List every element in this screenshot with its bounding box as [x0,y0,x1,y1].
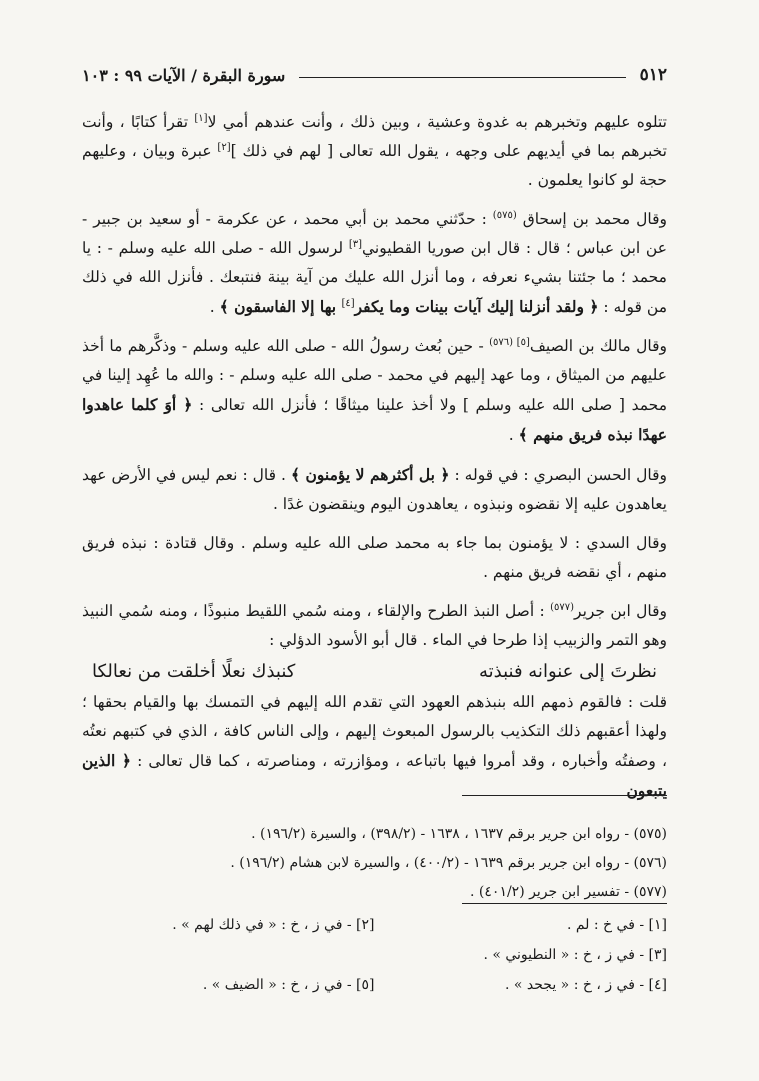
quran-quote: ﴿ الذين يتبعون [82,751,667,800]
text: تقرأ كتابًا ، وأنت تخبرهم بما في أيديهم على وجهه ، يقول الله تعالى [ لهم في ذلك ] [82,113,667,160]
paragraph-5 [82,529,667,587]
note-item: [١] - في خ : لم . [566,917,667,933]
page-number: ٥١٢ [639,65,667,85]
text: . قال : نعم ليس في الأرض عهد يعاهدون عليه إلا نقضوه ونبذوه ، يعاهدون اليوم وينقضون غدًا . [82,466,667,513]
note-ref: [٤] [341,297,355,309]
text: . [508,426,519,444]
text: وقال السدي : لا يؤمنون بما جاء به محمد صلى الله عليه وسلم . وقال قتادة : نبذه فريق منهم ، أي نقضه فريق منهم . [82,534,667,581]
footnote-item: (٥٧٦) - رواه ابن جرير برقم ١٦٣٩ - (٤٠٠/٢) ، والسيرة لابن هشام (١٩٦/٢) . [230,855,667,871]
page-header [82,60,667,90]
paragraph-6 [82,597,667,655]
footnote-ref: (٥٧٧) [550,601,575,613]
running-title: سورة البقرة / الآيات ٩٩ : ١٠٣ [82,65,286,85]
header-rule [299,77,625,78]
verse-first-hemistich: نظرتَ إلى عنوانه فنبذته [478,661,657,682]
poetry-verse [92,661,657,682]
text: : أصل النبذ الطرح والإلقاء ، ومنه سُمي اللقيط منبوذًا ، ومنه سُمي النبيذ وهو التمر والزبيب إذا طرحا في الماء . قال أبو الأسود الدؤلي : [82,602,667,649]
note-item: [٢] - في ز ، خ : « في ذلك لهم » . [172,917,375,933]
notes-divider [462,903,667,904]
footnote-divider [462,795,667,796]
paragraph-3 [82,332,667,450]
note-item: [٤] - في ز ، خ : « يجحد » . [505,977,667,993]
manuscript-notes [82,912,667,998]
text: وقال ابن جرير [574,602,668,620]
paragraph-2 [82,205,667,322]
footnote-item: (٥٧٧) - تفسير ابن جرير (٤٠١/٢) . [470,884,667,900]
note-item [82,942,375,968]
paragraph-1 [82,108,667,195]
text: : حدّثني محمد بن أبي محمد ، عن عكرمة - أو سعيد بن جبير - عن ابن عباس ؛ قال : قال ابن صوريا القطيوني [82,210,667,257]
text: وقال مالك بن الصيف [529,337,667,355]
footnote-ref: (٥٧٦) [489,336,517,348]
text: - حين بُعث رسولُ الله - صلى الله عليه وسلم - وذكَّرهم ما أخذ عليهم من الميثاق ، وما عهد إليهم في محمد - صلى الله عليه وسلم - : والله ما عُهِد إلينا في محمد [ صلى الله عليه وسلم ] ولا أخذ علينا ميثاقًا ؛ فأنزل الله تعالى : [82,337,667,414]
note-ref: [٥] [516,336,530,348]
text: . [209,298,220,316]
note-item: [٥] - في ز ، خ : « الضيف » . [202,977,375,993]
paragraph-4 [82,460,667,519]
footnote-item: (٥٧٥) - رواه ابن جرير برقم ١٦٣٧ ، ١٦٣٨ - (٣٩٨/٢) ، والسيرة (١٩٦/٢) . [251,826,667,842]
footnote-ref: (٥٧٥) [492,209,517,221]
paragraph-7 [82,688,667,806]
text: لرسول الله - صلى الله عليه وسلم - : يا محمد ؛ ما جئتنا بشيء نعرفه ، وما أنزل الله عليك من آية بينة فنتبعك . فأنزل الله في ذلك من قوله : [82,239,667,316]
text: تتلوه عليهم وتخبرهم به غدوة وعشية ، وبين ذلك ، وأنت عندهم أمي لا [207,113,668,131]
text: عبرة وبيان ، وعليهم حجة لو كانوا يعلمون . [82,142,667,189]
note-ref: [٢] [217,141,231,153]
text: وقال الحسن البصري : في قوله : [449,466,667,484]
quran-quote: ﴿ بل أكثرهم لا يؤمنون ﴾ [290,465,450,484]
text: قلت : فالقوم ذمهم الله بنبذهم العهود التي تقدم الله إليهم في التمسك بها والقيام بحقها ؛ ولهذا أعقبهم ذلك التكذيب بالرسول المبعوث إليهم ، وإلى الناس كافة ، الذي في كتبهم نعتُه ، وصفتُه وأخباره ، وقد أمروا فيها باتباعه ، ومؤازرته ، ومناصرته ، كما قال تعالى : [82,693,667,770]
quran-quote: ﴿ ولقد أنزلنا إليك آيات بينات وما يكفر [354,297,599,316]
note-ref: [٣] [348,238,362,250]
note-ref: [١] [194,112,208,124]
footnotes [82,820,667,907]
verse-second-hemistich: كنبذك نعلًا أخلقت من نعالكا [92,661,296,682]
note-item: [٣] - في ز ، خ : « النطيوني » . [483,947,667,963]
text: وقال محمد بن إسحاق [516,210,667,228]
quran-quote: ﴿ أوَ كلما عاهدوا عهدًا نبذه فريق منهم ﴾ [82,395,667,444]
quran-quote: بها إلا الفاسقون ﴾ [219,297,342,316]
main-text [82,108,667,816]
